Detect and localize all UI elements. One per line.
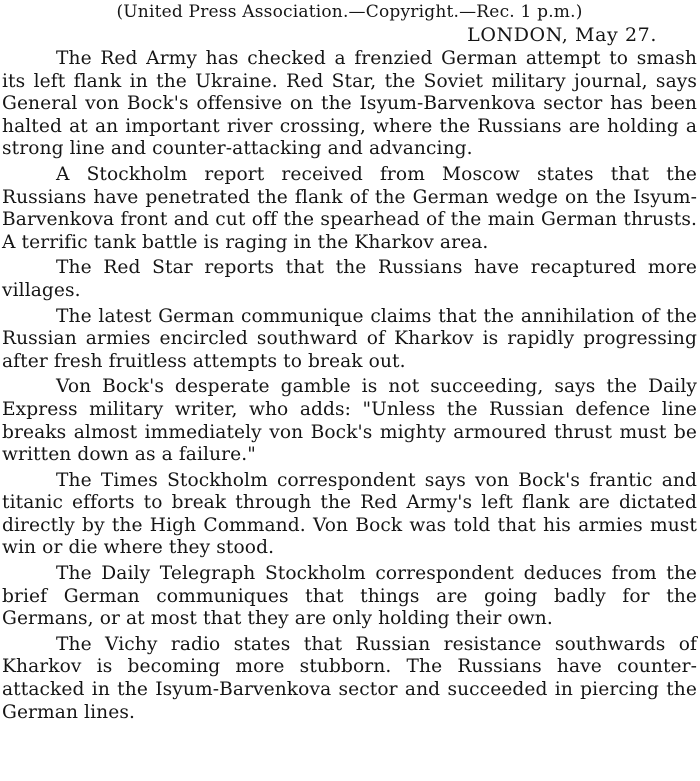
article-paragraph: The Daily Telegraph Stockholm correspondent deduces from the brief German communiques that things are going badly for the Germans, or at most that they are only holding their own. [2, 563, 697, 630]
article-paragraph: The Times Stockholm correspondent says von Bock's frantic and titanic efforts to break through the Red Army's left flank are dictated directly by the High Command. Von Bock was told that his armies must win or die where they stood. [2, 469, 697, 559]
article-paragraph: The Vichy radio states that Russian resistance southwards of Kharkov is becoming more stubborn. The Russians have counter-attacked in the Isyum-Barvenkova sector and succeeded in piercing the German lines. [2, 633, 697, 723]
article-paragraph: The Red Army has checked a frenzied German attempt to smash its left flank in the Ukraine. Red Star, the Soviet military journal, says General von Bock's offensive on the Isyum-Barvenkova sector has been halted at an important river crossing, where the Russians are holding a strong line and counter-attacking and advancing. [2, 48, 697, 160]
article-paragraph: Von Bock's desperate gamble is not succeeding, says the Daily Express military writer, who adds: "Unless the Russian defence line breaks almost immediately von Bock's mighty armoured thrust must be written down as a failure." [2, 376, 697, 466]
article-paragraph: The latest German communique claims that the annihilation of the Russian armies encircled southward of Kharkov is rapidly progressing after fresh fruitless attempts to break out. [2, 305, 697, 372]
article-paragraph: A Stockholm report received from Moscow states that the Russians have penetrated the flank of the German wedge on the Isyum-Barvenkova front and cut off the spearhead of the main German thrusts. A terrific tank battle is raging in the Kharkov area. [2, 163, 697, 253]
dateline: LONDON, May 27. [467, 24, 657, 46]
press-credit-line: (United Press Association.—Copyright.—Rec. 1 p.m.) [116, 2, 583, 22]
article-paragraph: The Red Star reports that the Russians have recaptured more villages. [2, 257, 697, 301]
